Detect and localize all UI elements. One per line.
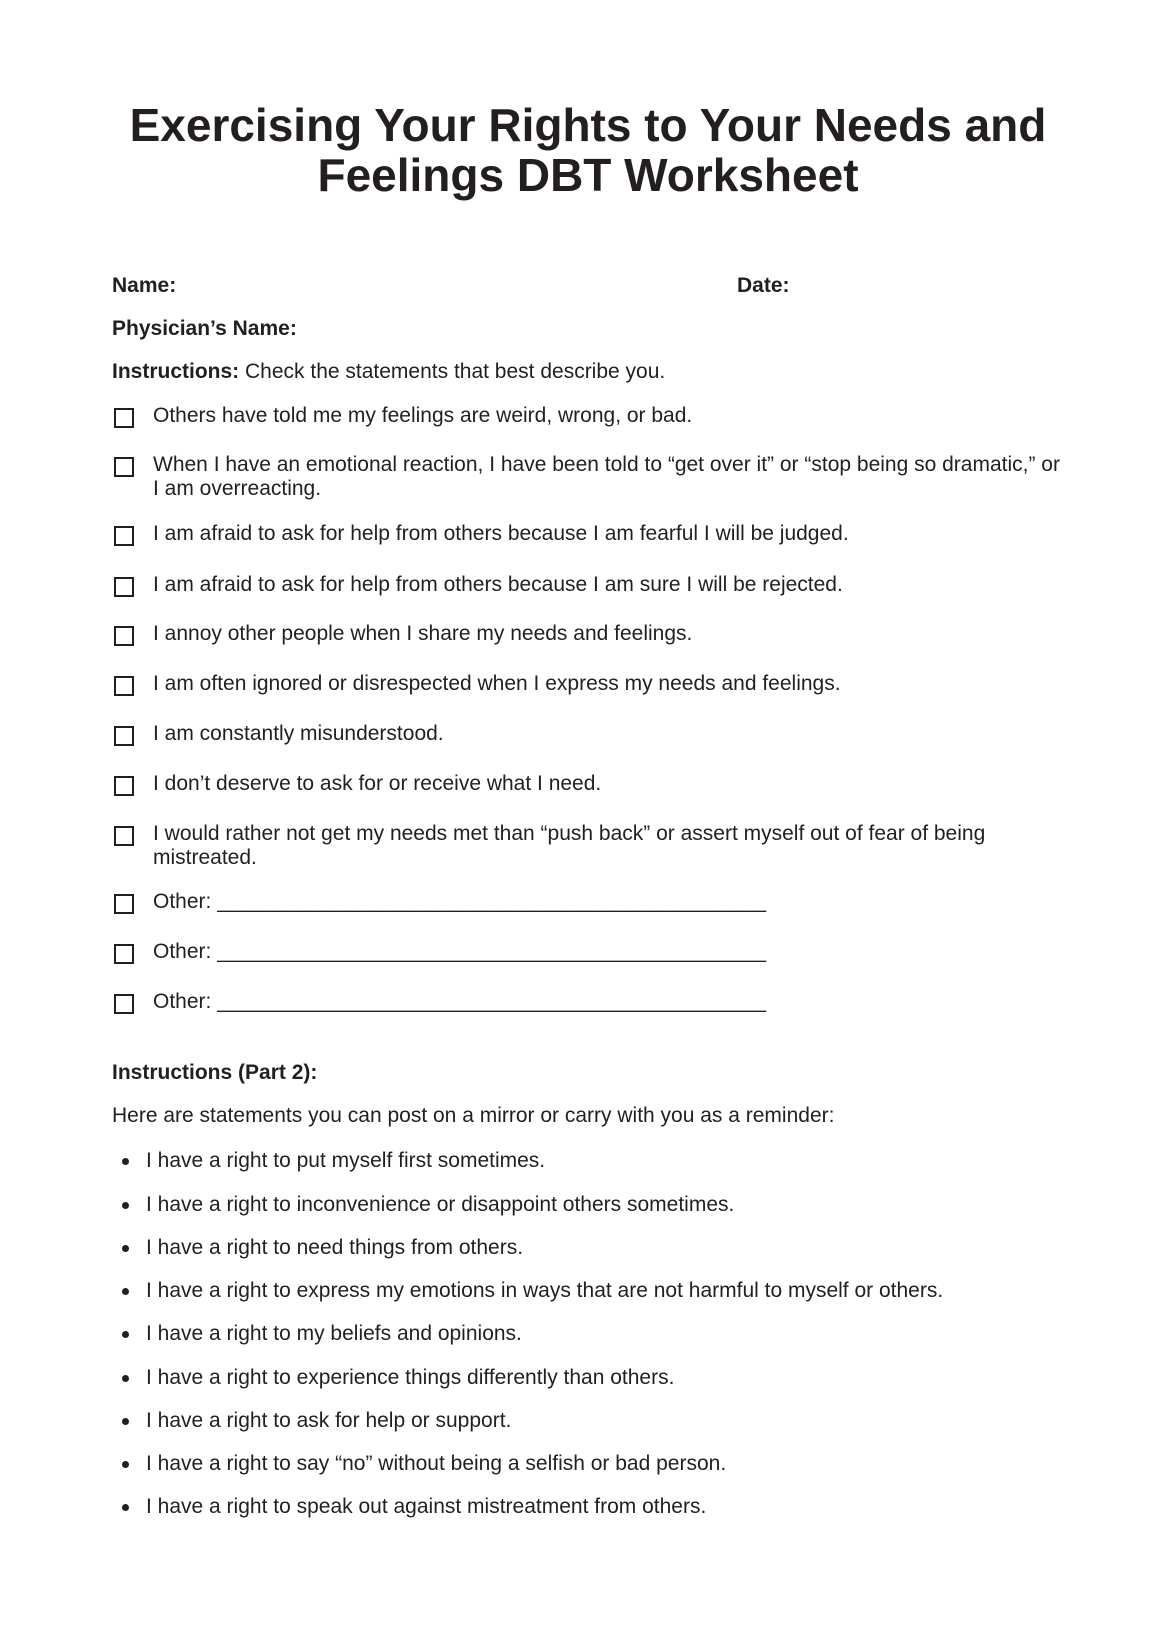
instructions-text: Check the statements that best describe you. bbox=[239, 360, 666, 383]
checkbox[interactable] bbox=[114, 676, 134, 696]
checklist-item-text: Other: _______________________________________________ bbox=[153, 890, 767, 913]
bullet-icon bbox=[122, 1158, 129, 1165]
rights-item-text: I have a right to ask for help or support. bbox=[146, 1409, 512, 1432]
checkbox[interactable] bbox=[114, 944, 134, 964]
checklist-item-text: I am afraid to ask for help from others because I am fearful I will be judged. bbox=[153, 522, 849, 545]
checkbox[interactable] bbox=[114, 994, 134, 1014]
checklist-item-text: I don’t deserve to ask for or receive what I need. bbox=[153, 772, 602, 795]
checkbox[interactable] bbox=[114, 894, 134, 914]
rights-item-text: I have a right to put myself first sometimes. bbox=[146, 1149, 546, 1172]
instructions bbox=[112, 360, 665, 384]
title-line-2: Feelings DBT Worksheet bbox=[317, 149, 859, 201]
checkbox[interactable] bbox=[114, 577, 134, 597]
checklist-item-text: I am constantly misunderstood. bbox=[153, 722, 444, 745]
checkbox[interactable] bbox=[114, 826, 134, 846]
checkbox[interactable] bbox=[114, 526, 134, 546]
title-line-1: Exercising Your Rights to Your Needs and bbox=[129, 99, 1047, 151]
instructions-label: Instructions: bbox=[112, 360, 240, 383]
bullet-icon bbox=[122, 1245, 129, 1252]
rights-item-text: I have a right to need things from others. bbox=[146, 1236, 524, 1259]
rights-item-text: I have a right to my beliefs and opinions. bbox=[146, 1322, 522, 1345]
date-label: Date: bbox=[737, 274, 790, 297]
rights-item-text: I have a right to inconvenience or disappoint others sometimes. bbox=[146, 1193, 735, 1216]
checklist-item-text: I am afraid to ask for help from others because I am sure I will be rejected. bbox=[153, 573, 843, 596]
checklist-item-text: When I have an emotional reaction, I have been told to “get over it” or “stop being so dramatic,” or I am overreacting. bbox=[153, 453, 1060, 500]
bullet-icon bbox=[122, 1418, 129, 1425]
bullet-icon bbox=[122, 1375, 129, 1382]
checkbox[interactable] bbox=[114, 408, 134, 428]
checklist-item-text: I would rather not get my needs met than “push back” or assert myself out of fear of being mistreated. bbox=[153, 822, 986, 869]
rights-item-text: I have a right to speak out against mistreatment from others. bbox=[146, 1495, 707, 1518]
bullet-icon bbox=[122, 1504, 129, 1511]
checklist-item-text: I annoy other people when I share my needs and feelings. bbox=[153, 622, 693, 645]
bullet-icon bbox=[122, 1202, 129, 1209]
checkbox[interactable] bbox=[114, 726, 134, 746]
name-label: Name: bbox=[112, 274, 177, 297]
part2-label: Instructions (Part 2): bbox=[112, 1061, 318, 1084]
checkbox[interactable] bbox=[114, 776, 134, 796]
checklist-item-text: Other: _______________________________________________ bbox=[153, 990, 767, 1013]
checkbox[interactable] bbox=[114, 457, 134, 477]
physician-label: Physician’s Name: bbox=[112, 317, 297, 340]
checklist-item-text: I am often ignored or disrespected when I express my needs and feelings. bbox=[153, 672, 841, 695]
part2-text: Here are statements you can post on a mirror or carry with you as a reminder: bbox=[112, 1104, 835, 1127]
checklist-item-text: Other: _______________________________________________ bbox=[153, 940, 767, 963]
bullet-icon bbox=[122, 1461, 129, 1468]
rights-item-text: I have a right to say “no” without being a selfish or bad person. bbox=[146, 1452, 727, 1475]
checkbox[interactable] bbox=[114, 626, 134, 646]
bullet-icon bbox=[122, 1331, 129, 1338]
checklist-item-text: Others have told me my feelings are weird, wrong, or bad. bbox=[153, 404, 693, 427]
rights-item-text: I have a right to express my emotions in ways that are not harmful to myself or others. bbox=[146, 1279, 944, 1302]
bullet-icon bbox=[122, 1288, 129, 1295]
page-title bbox=[0, 100, 1176, 200]
rights-item-text: I have a right to experience things differently than others. bbox=[146, 1366, 675, 1389]
